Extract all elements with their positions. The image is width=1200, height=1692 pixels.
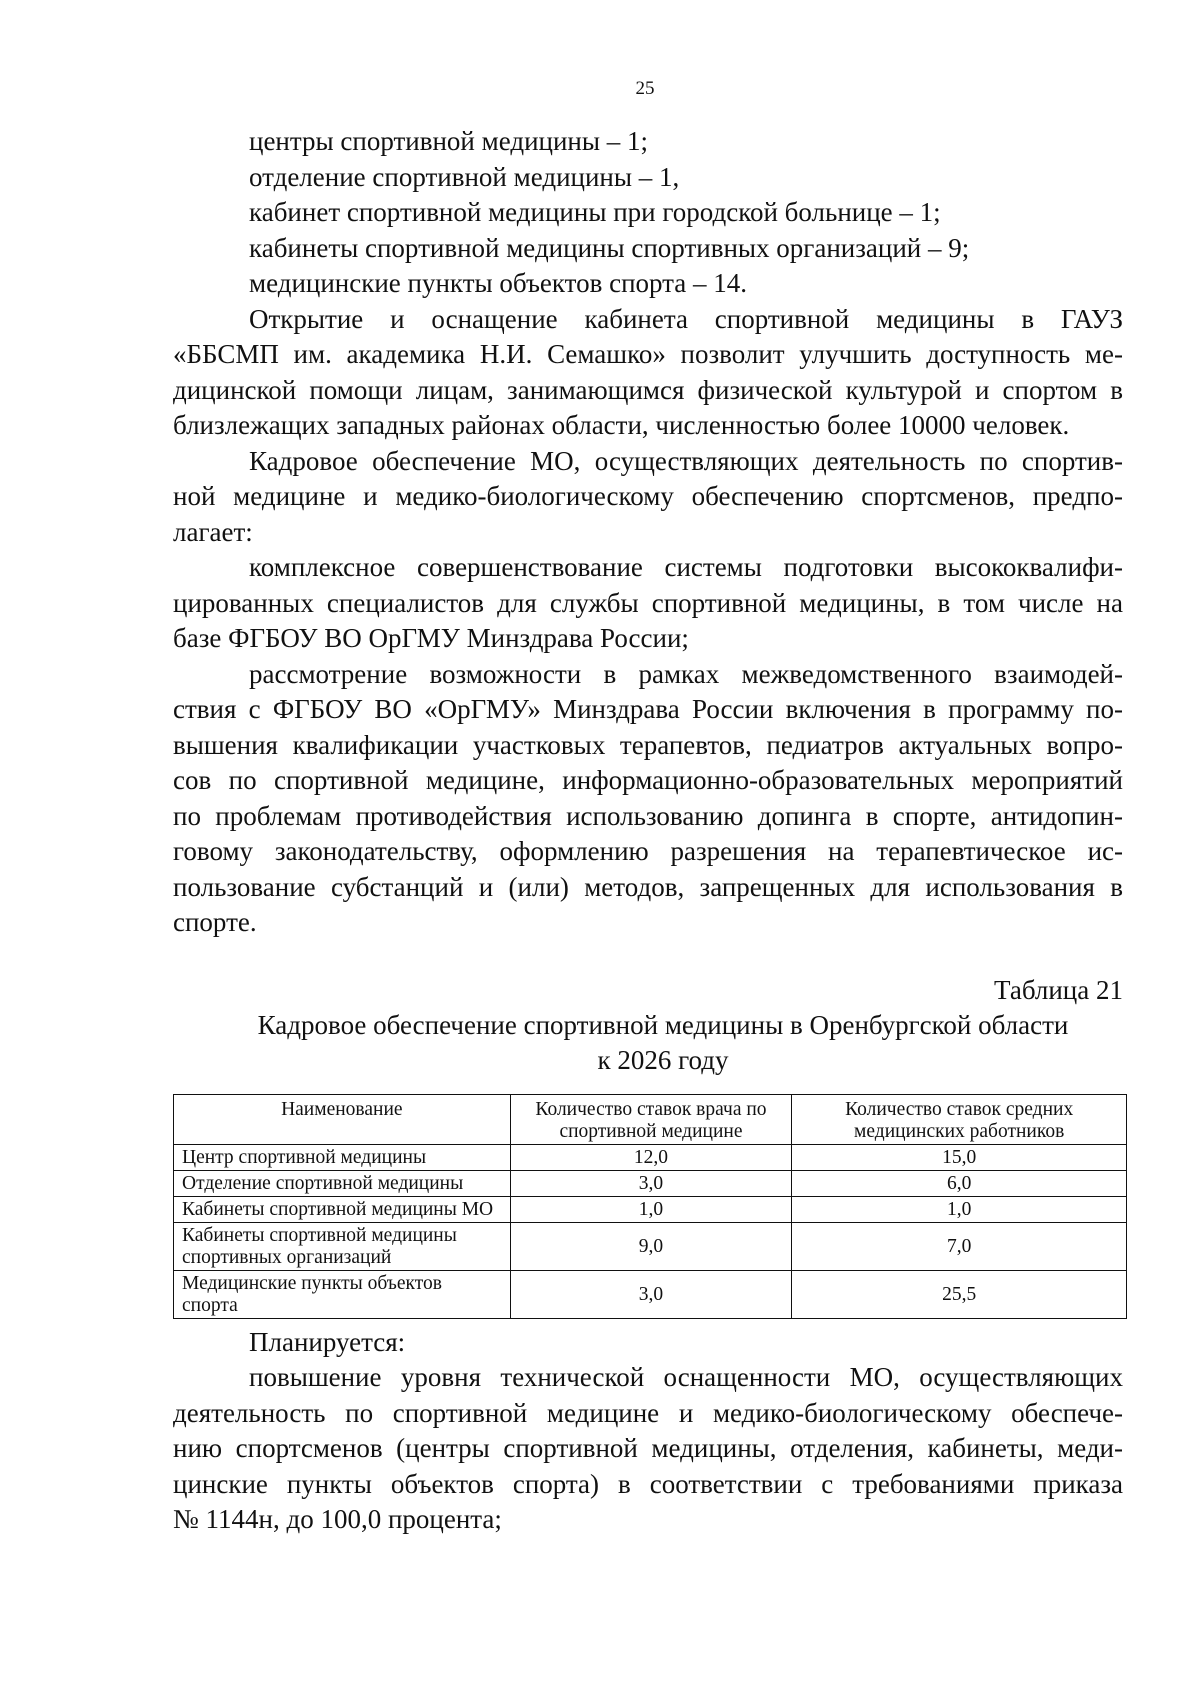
paragraph-line: комплексное совершенствование системы подготовки высококвалифи- bbox=[249, 552, 1123, 582]
table-row bbox=[174, 1270, 1127, 1318]
cell-doctors: 9,0 bbox=[510, 1222, 792, 1270]
cell-nurses: 15,0 bbox=[792, 1144, 1127, 1170]
paragraph-line: пользование субстанций и (или) методов, запрещенных для использования в bbox=[173, 871, 1123, 902]
paragraph-line: близлежащих западных районах области, численностью более 10000 человек. bbox=[173, 410, 1070, 440]
cell-name: Медицинские пункты объектов спорта bbox=[174, 1270, 511, 1318]
staffing-table bbox=[173, 1094, 1127, 1319]
table-title-line: Кадровое обеспечение спортивной медицины в Оренбургской области bbox=[257, 1009, 1069, 1040]
paragraph-line: деятельность по спортивной медицине и медико-биологическому обеспече- bbox=[173, 1397, 1123, 1428]
column-header-name: Наименование bbox=[174, 1094, 511, 1144]
list-item: центры спортивной медицины – 1; bbox=[249, 126, 649, 156]
paragraph-line: дицинской помощи лицам, занимающимся физической культурой и спортом в bbox=[173, 374, 1123, 405]
cell-nurses: 6,0 bbox=[792, 1170, 1127, 1196]
list-item: отделение спортивной медицины – 1, bbox=[249, 161, 680, 192]
column-header-nurses: Количество ставок средних медицинских работников bbox=[792, 1094, 1127, 1144]
table-header-row bbox=[174, 1094, 1127, 1144]
cell-doctors: 1,0 bbox=[510, 1196, 792, 1222]
cell-name: Кабинеты спортивной медицины спортивных организаций bbox=[174, 1222, 511, 1270]
paragraph-line: сов по спортивной медицине, информационно-образовательных мероприятий bbox=[173, 765, 1123, 795]
cell-name: Отделение спортивной медицины bbox=[174, 1170, 511, 1196]
planned-heading: Планируется: bbox=[249, 1326, 406, 1357]
table-row bbox=[174, 1196, 1127, 1222]
cell-doctors: 3,0 bbox=[510, 1170, 792, 1196]
paragraph-line: ной медицине и медико-биологическому обеспечению спортсменов, предпо- bbox=[173, 481, 1123, 511]
table-title bbox=[173, 1008, 1123, 1078]
paragraph-training bbox=[173, 550, 1123, 657]
paragraph-line: «ББСМП им. академика Н.И. Семашко» позволит улучшить доступность ме- bbox=[173, 339, 1123, 369]
paragraph-line: рассмотрение возможности в рамках межведомственного взаимодей- bbox=[249, 658, 1123, 689]
page-number: 25 bbox=[635, 78, 655, 99]
list-item: медицинские пункты объектов спорта – 14. bbox=[249, 268, 748, 298]
cell-nurses: 25,5 bbox=[792, 1270, 1127, 1318]
cell-nurses: 7,0 bbox=[792, 1222, 1127, 1270]
paragraph-line: по проблемам противодействия использованию допинга в спорте, антидопин- bbox=[173, 800, 1123, 831]
paragraph-line: нию спортсменов (центры спортивной медицины, отделения, кабинеты, меди- bbox=[173, 1433, 1123, 1463]
paragraph-cooperation bbox=[173, 657, 1123, 941]
paragraph-staffing bbox=[173, 444, 1123, 551]
paragraph-planned bbox=[173, 1325, 1123, 1538]
cell-name: Кабинеты спортивной медицины МО bbox=[174, 1196, 511, 1222]
paragraph-line: базе ФГБОУ ВО ОрГМУ Минздрава России; bbox=[173, 623, 689, 653]
table-title-line: к 2026 году bbox=[597, 1044, 729, 1075]
cell-doctors: 12,0 bbox=[510, 1144, 792, 1170]
column-header-doctors: Количество ставок врача по спортивной медицине bbox=[510, 1094, 792, 1144]
paragraph-line: цированных специалистов для службы спортивной медицины, в том числе на bbox=[173, 587, 1123, 618]
paragraph-line: Кадровое обеспечение МО, осуществляющих деятельность по спортив- bbox=[249, 445, 1123, 476]
table-label: Таблица 21 bbox=[994, 974, 1123, 1005]
paragraph-line: № 1144н, до 100,0 процента; bbox=[173, 1504, 502, 1534]
table-row bbox=[174, 1170, 1127, 1196]
paragraph-line: повышение уровня технической оснащенности МО, осуществляющих bbox=[249, 1362, 1123, 1392]
cell-doctors: 3,0 bbox=[510, 1270, 792, 1318]
paragraph-line: лагает: bbox=[173, 516, 253, 547]
facilities-list bbox=[173, 124, 1123, 302]
paragraph-cabinet-opening bbox=[173, 302, 1123, 444]
paragraph-line: спорте. bbox=[173, 907, 257, 937]
list-item: кабинеты спортивной медицины спортивных организаций – 9; bbox=[249, 232, 970, 263]
paragraph-line: говому законодательству, оформлению разрешения на терапевтическое ис- bbox=[173, 836, 1123, 866]
cell-name: Центр спортивной медицины bbox=[174, 1144, 511, 1170]
document-body bbox=[173, 124, 1123, 1538]
table-row bbox=[174, 1222, 1127, 1270]
cell-nurses: 1,0 bbox=[792, 1196, 1127, 1222]
paragraph-line: ствия с ФГБОУ ВО «ОрГМУ» Минздрава России включения в программу по- bbox=[173, 694, 1123, 724]
paragraph-line: вышения квалификации участковых терапевтов, педиатров актуальных вопро- bbox=[173, 729, 1123, 760]
paragraph-line: цинские пункты объектов спорта) в соответствии с требованиями приказа bbox=[173, 1468, 1123, 1499]
list-item: кабинет спортивной медицины при городской больнице – 1; bbox=[249, 197, 941, 227]
paragraph-line: Открытие и оснащение кабинета спортивной медицины в ГАУЗ bbox=[249, 303, 1123, 334]
table-row bbox=[174, 1144, 1127, 1170]
